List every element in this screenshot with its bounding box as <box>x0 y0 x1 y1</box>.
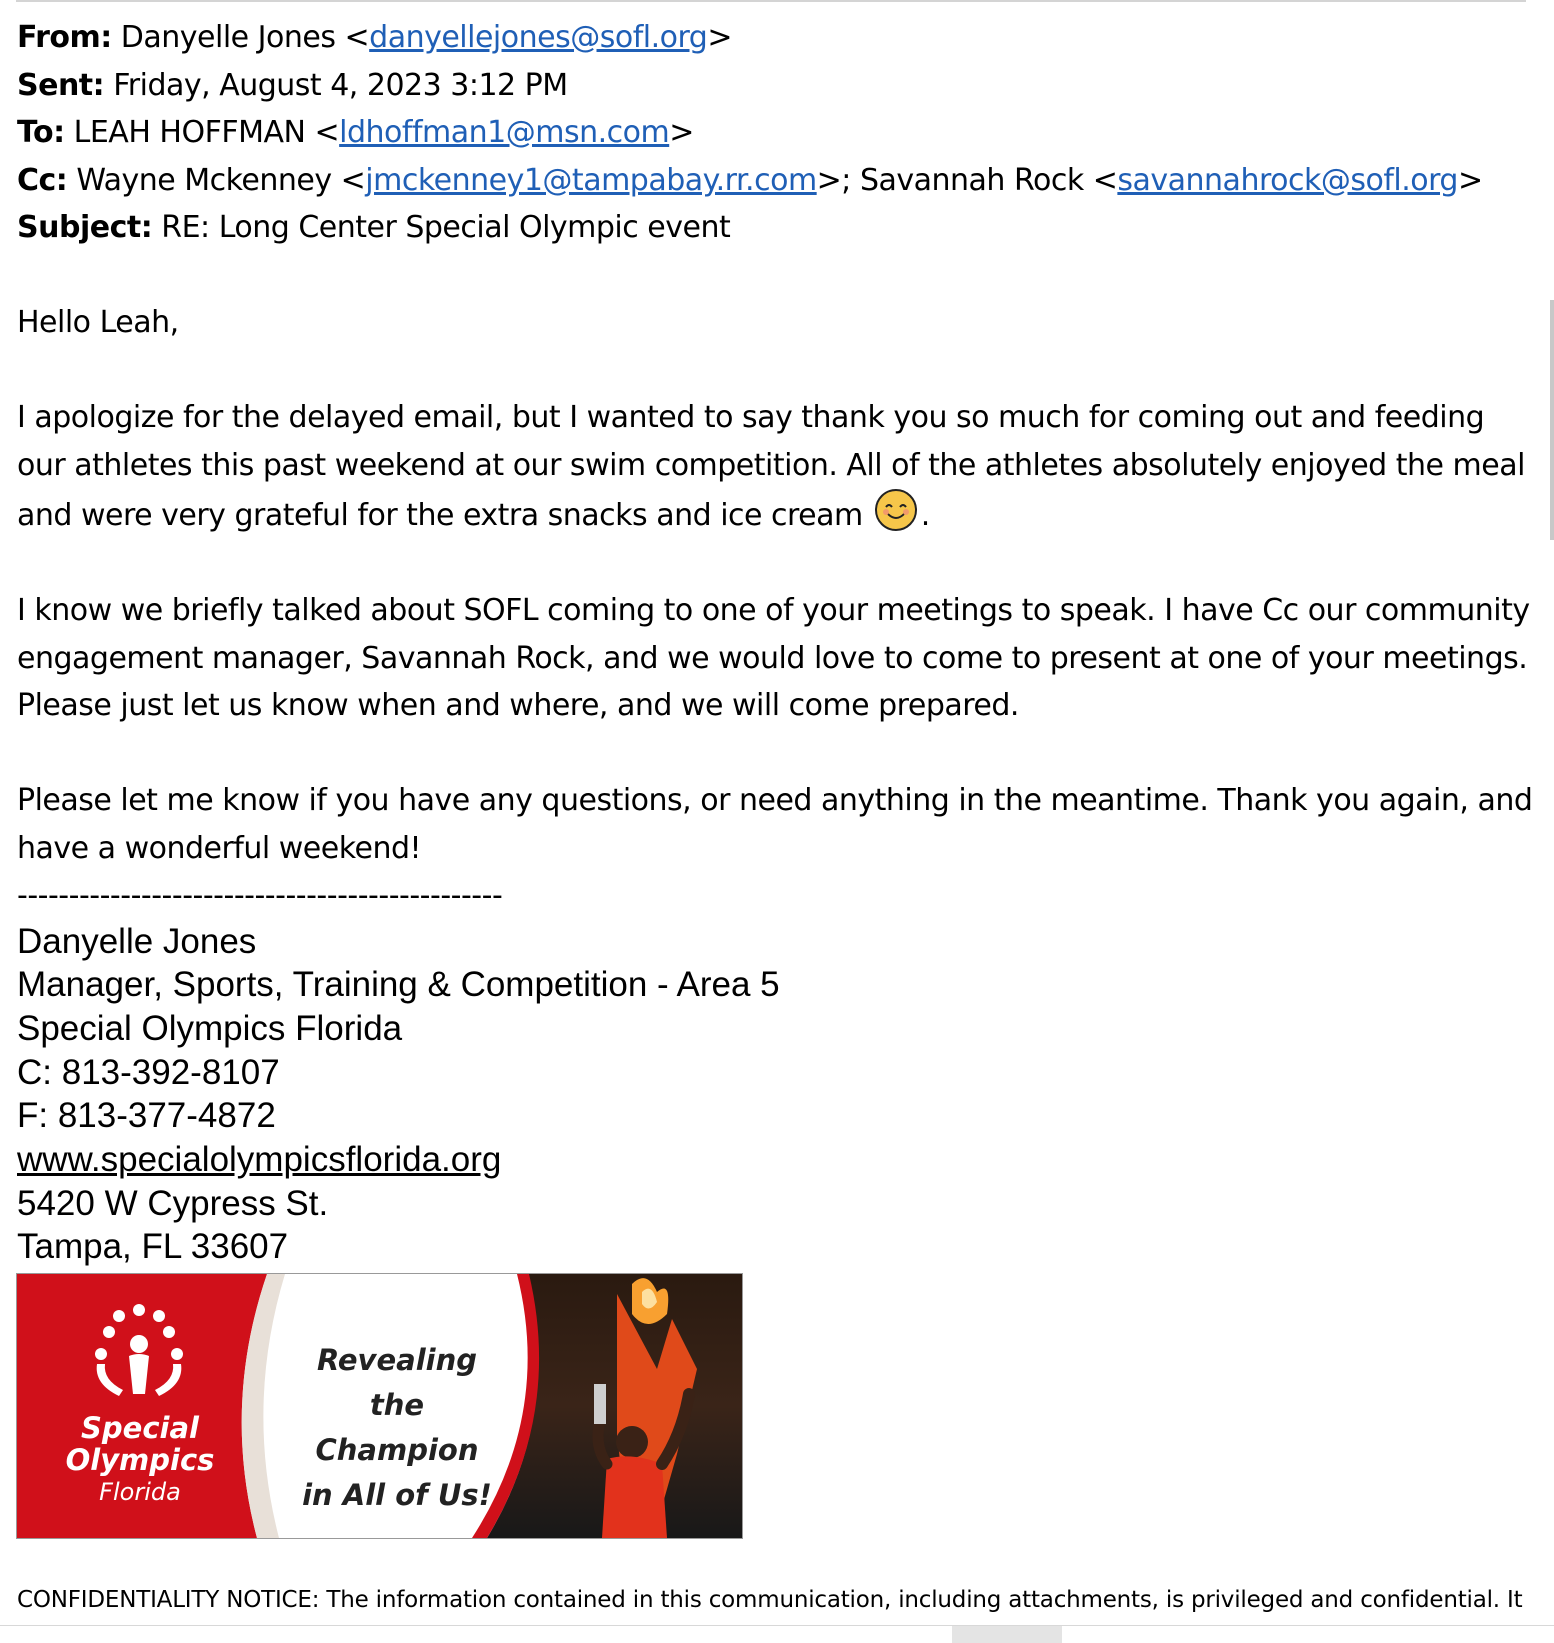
cc-name-1: Wayne Mckenney < <box>76 162 366 198</box>
cc-separator: >; Savannah Rock < <box>816 162 1118 198</box>
paragraph-thanks-text: I apologize for the delayed email, but I wanted to say thank you so much for coming out and feeding our athletes this past weekend at our swim competition. All of the athletes absolutely enjoyed the meal and were very grateful for the extra snacks and ice cream <box>17 400 1525 533</box>
from-email-link[interactable]: danyellejones@sofl.org <box>369 20 708 55</box>
cc-tail: > <box>1457 162 1483 198</box>
signature-website-link[interactable]: www.specialolympicsflorida.org <box>17 1140 502 1180</box>
signature-address-2: Tampa, FL 33607 <box>17 1227 289 1267</box>
tagline-line-1: Revealing the <box>317 1343 477 1422</box>
signature-title: Manager, Sports, Training & Competition - Area 5 <box>17 965 780 1005</box>
cc-line <box>17 157 1537 205</box>
from-line <box>17 14 1537 62</box>
paragraph-thanks <box>17 394 1537 540</box>
email-message <box>17 14 1537 1269</box>
logo-wordmark <box>45 1412 235 1508</box>
toolbar-segment[interactable] <box>952 1626 1062 1643</box>
special-olympics-banner <box>16 1273 743 1539</box>
signature-address-1: 5420 W Cypress St. <box>17 1183 329 1223</box>
from-label: From: <box>17 20 112 55</box>
tagline-line-3: in All of Us! <box>302 1478 492 1512</box>
paragraph-meeting: I know we briefly talked about SOFL coming to one of your meetings to speak. I have Cc our community engagement manager, Savannah Rock, and we would love to come to present at one of your meetings. Please just let us know when and where, and we will come prepared. <box>17 593 1530 723</box>
paragraph-closing: Please let me know if you have any questions, or need anything in the meantime. Thank you again, and have a wonderful weekend! <box>17 783 1533 866</box>
logo-line-3: Florida <box>99 1478 181 1506</box>
signature-cell: C: 813-392-8107 <box>17 1052 280 1092</box>
to-email-link[interactable]: ldhoffman1@msn.com <box>339 115 670 150</box>
subject-value: RE: Long Center Special Olympic event <box>161 210 731 245</box>
cc-label: Cc: <box>17 162 68 198</box>
greeting: Hello Leah, <box>17 305 179 340</box>
email-body <box>17 299 1537 920</box>
signature-name: Danyelle Jones <box>17 921 257 961</box>
sent-label: Sent: <box>17 67 105 103</box>
signature-fax: F: 813-377-4872 <box>17 1096 276 1136</box>
from-tail: > <box>707 20 732 55</box>
special-olympics-logo-icon <box>89 1304 189 1404</box>
scrollbar-thumb[interactable] <box>1550 300 1554 540</box>
subject-label: Subject: <box>17 210 153 245</box>
to-line <box>17 109 1537 157</box>
confidentiality-notice: CONFIDENTIALITY NOTICE: The information contained in this communication, including attachments, is privileged and confidential. It <box>17 1587 1523 1613</box>
bottom-toolbar <box>0 1625 1554 1643</box>
banner-tagline <box>287 1338 507 1518</box>
sent-line <box>17 62 1537 110</box>
to-tail: > <box>669 115 694 150</box>
top-divider <box>16 0 1526 2</box>
cc-email-link-1[interactable]: jmckenney1@tampabay.rr.com <box>365 162 817 198</box>
to-name: LEAH HOFFMAN < <box>73 115 340 150</box>
subject-line <box>17 204 1537 252</box>
logo-line-2: Olympics <box>65 1443 215 1477</box>
tagline-line-2: Champion <box>315 1433 479 1467</box>
to-label: To: <box>17 115 65 150</box>
sent-value: Friday, August 4, 2023 3:12 PM <box>113 67 568 103</box>
signature-block <box>17 920 1537 1270</box>
signature-divider: ----------------------------------------------- <box>17 878 503 913</box>
logo-line-1: Special <box>81 1411 199 1445</box>
signature-org: Special Olympics Florida <box>17 1008 403 1048</box>
from-name: Danyelle Jones < <box>120 20 370 55</box>
cc-email-link-2[interactable]: savannahrock@sofl.org <box>1117 162 1458 198</box>
smiling-face-emoji-icon <box>875 489 917 531</box>
paragraph-thanks-end: . <box>920 498 930 533</box>
